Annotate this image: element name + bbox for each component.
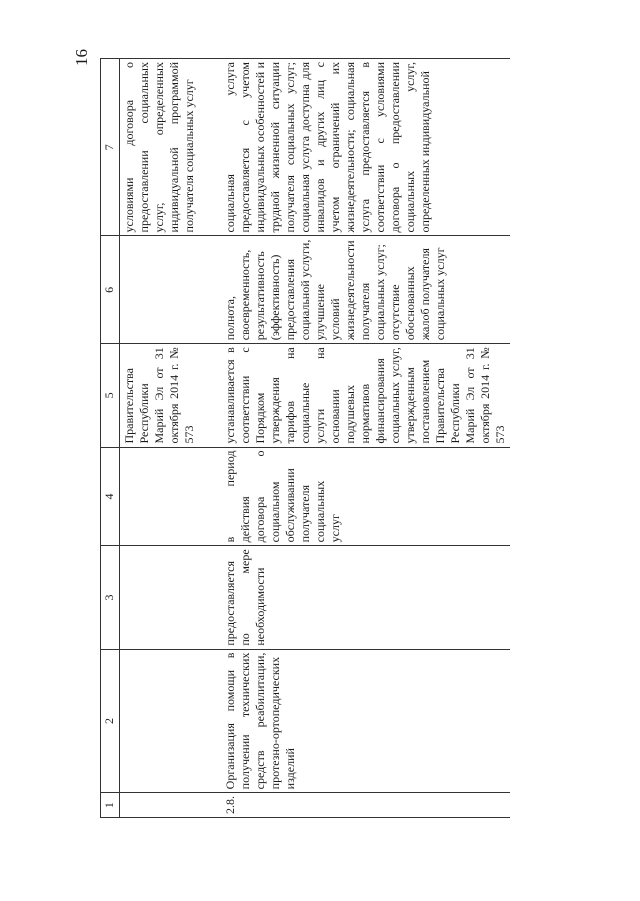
column-number: 3 bbox=[101, 546, 120, 649]
table-cell bbox=[120, 649, 214, 793]
rotated-table-container bbox=[100, 58, 590, 818]
tariff-continuation: Правительства Республики Марий Эл от 31 октября 2014 г. № 573 bbox=[120, 344, 214, 447]
service-tariff: устанавливается в соответствии с Порядком утверждения тарифов на социальные услуги на основании подушевых нормативов финансирования социальных услуг, утвержденным постановлением Правительства Республики Марий Эл от 31 октября 2014 г. № 573 bbox=[213, 344, 510, 447]
column-number: 5 bbox=[101, 344, 120, 447]
column-number: 7 bbox=[101, 59, 120, 236]
column-number: 2 bbox=[101, 649, 120, 793]
column-number: 1 bbox=[101, 793, 120, 818]
table-cell bbox=[120, 793, 214, 818]
column-number-row bbox=[101, 59, 120, 818]
table-cell bbox=[120, 447, 214, 546]
table-row bbox=[213, 59, 510, 818]
services-table bbox=[100, 58, 510, 818]
conditions-continuation: условиями договора о предоставлении социальных услуг, определенных индивидуальной программой получателя социальных услуг bbox=[120, 59, 214, 236]
continuation-row bbox=[120, 59, 214, 818]
page-number: 16 bbox=[72, 49, 91, 66]
table-cell bbox=[120, 236, 214, 344]
table-cell bbox=[120, 546, 214, 649]
column-number: 4 bbox=[101, 447, 120, 546]
service-frequency: предоставляется по мере необходимости bbox=[213, 546, 510, 649]
column-number: 6 bbox=[101, 236, 120, 344]
service-term: в период действия договора о социальном обслуживании получателя социальных услуг bbox=[213, 447, 510, 546]
service-name: Организация помощи в получении технических средств реабилитации, протезно-ортопедических изделий bbox=[213, 649, 510, 793]
service-quality: полнота, своевременность, результативность (эффективность) предоставления социальной услуги, улучшение условий жизнедеятельности получателя социальных услуг; отсутствие обоснованных жалоб получателя социальных услуг bbox=[213, 236, 510, 344]
row-number: 2.8. bbox=[213, 793, 510, 818]
service-conditions: социальная услуга предоставляется с учетом индивидуальных особенностей и трудной жизненной ситуации получателя социальных услуг; социальная услуга доступна для инвалидов и других лиц с учетом ограничений их жизнедеятельности; социальная услуга предоставляется в соответствии с условиями договора о предоставлении социальных услуг, определенных индивидуальной bbox=[213, 59, 510, 236]
